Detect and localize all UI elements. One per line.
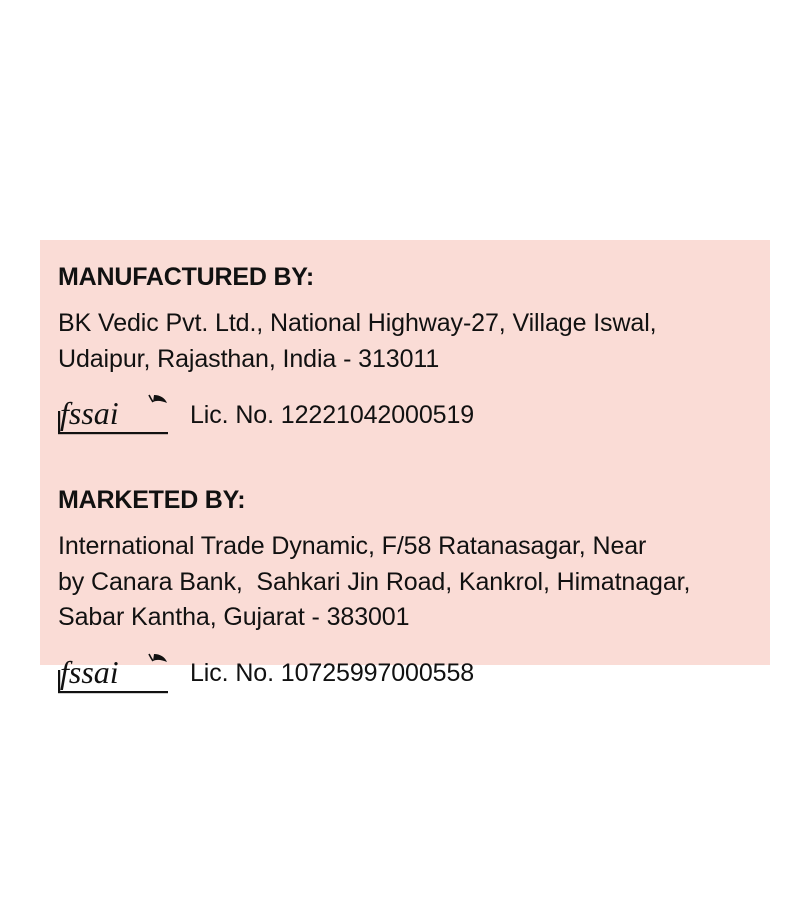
marketed-by-license-number: Lic. No. 10725997000558 bbox=[190, 659, 475, 687]
svg-text:fssai: fssai bbox=[60, 653, 119, 690]
svg-text:fssai: fssai bbox=[60, 395, 119, 431]
marketed-by-license-row bbox=[58, 650, 770, 698]
manufactured-by-address-line-2: Udaipur, Rajasthan, India - 313011 bbox=[58, 344, 440, 373]
marketed-by-address-line-2: by Canara Bank, Sahkari Jin Road, Kankrol, Himatnagar, bbox=[58, 567, 691, 596]
marketed-by-block bbox=[58, 485, 770, 698]
manufactured-by-address-line-1: BK Vedic Pvt. Ltd., National Highway-27, Village Iswal, bbox=[58, 309, 657, 337]
marketed-by-address-line-1: International Trade Dynamic, F/58 Ratanasagar, Near bbox=[58, 532, 647, 560]
manufactured-by-license-row bbox=[58, 391, 770, 439]
manufactured-by-heading: MANUFACTURED BY: bbox=[58, 263, 315, 291]
fssai-logo-icon bbox=[58, 650, 170, 698]
marketed-by-address-line-3: Sabar Kantha, Gujarat - 383001 bbox=[58, 603, 410, 631]
fssai-logo-icon bbox=[58, 391, 170, 439]
manufactured-by-license-number: Lic. No. 12221042000519 bbox=[190, 400, 475, 429]
product-label-panel bbox=[40, 240, 770, 690]
marketed-by-heading: MARKETED BY: bbox=[58, 486, 246, 514]
manufactured-by-block bbox=[58, 262, 770, 439]
